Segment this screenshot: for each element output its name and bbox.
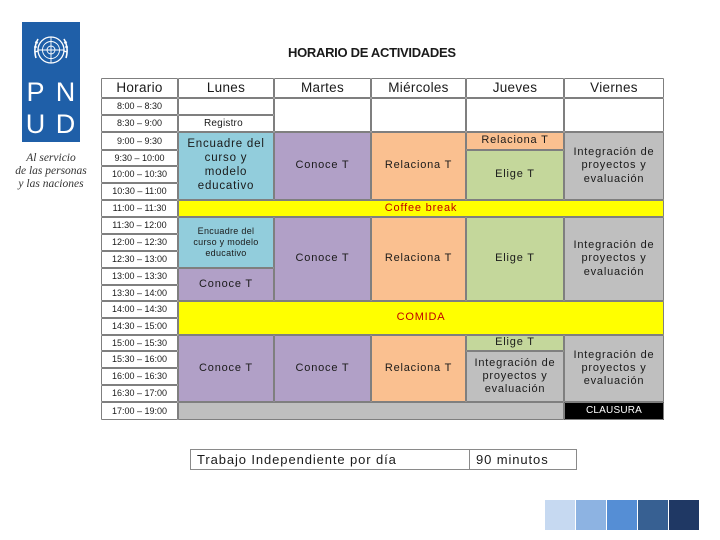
time-slot: 15:00 – 15:30 [101,335,178,351]
logo-letter: P [26,77,45,107]
viernes-morning-empty [564,98,664,132]
integracion-block: Integración de proyectos y evaluación [564,335,664,402]
relaciona-block: Relaciona T [371,217,466,301]
undp-logo [22,22,80,142]
time-slot: 16:30 – 17:00 [101,385,178,402]
relaciona-block: Relaciona T [371,132,466,200]
logo-letter: U [25,109,46,139]
conoce-block: Conoce T [274,217,371,301]
time-slot: 10:30 – 11:00 [101,183,178,200]
conoce-block: Conoce T [178,268,274,301]
page-title: HORARIO DE ACTIVIDADES [288,45,456,60]
header-martes: Martes [274,78,371,98]
un-emblem-icon [29,28,73,72]
encuadre-block: Encuadre del curso y modelo educativo [178,217,274,268]
tagline-line: y las naciones [18,178,84,190]
decorative-bar [638,500,668,530]
time-slot: 12:00 – 12:30 [101,234,178,251]
conoce-block: Conoce T [274,132,371,200]
header-miercoles: Miércoles [371,78,466,98]
undp-tagline [6,152,96,191]
time-slot: 17:00 – 19:00 [101,402,178,420]
decorative-bar [576,500,606,530]
header-lunes: Lunes [178,78,274,98]
afternoon-empty-slot [178,402,564,420]
time-slot: 9:30 – 10:00 [101,150,178,166]
time-slot: 12:30 – 13:00 [101,251,178,268]
martes-morning-empty [274,98,371,132]
integracion-block: Integración de proyectos y evaluación [466,351,564,402]
jueves-morning-empty [466,98,564,132]
tagline-line: de las personas [15,165,87,177]
tagline-line: Al servicio [26,152,76,164]
independent-work-label: Trabajo Independiente por día [190,449,470,470]
integracion-block: Integración de proyectos y evaluación [564,132,664,200]
time-slot: 11:00 – 11:30 [101,200,178,217]
time-slot: 13:00 – 13:30 [101,268,178,285]
time-slot: 14:30 – 15:00 [101,318,178,335]
lunes-empty-slot [178,98,274,115]
decorative-bar [545,500,575,530]
elige-block: Elige T [466,217,564,301]
time-slot: 14:00 – 14:30 [101,301,178,318]
lunch-block: COMIDA [178,301,664,335]
decorative-color-bars [545,500,697,530]
time-slot: 15:30 – 16:00 [101,351,178,368]
independent-work-box [190,449,577,470]
time-slot: 13:30 – 14:00 [101,285,178,301]
relaciona-block: Relaciona T [371,335,466,402]
logo-letter: D [55,109,76,139]
logo-letter: N [55,77,76,107]
undp-letters [22,76,80,140]
time-slot: 11:30 – 12:00 [101,217,178,234]
independent-work-value: 90 minutos [469,449,577,470]
header-viernes: Viernes [564,78,664,98]
coffee-break-block: Coffee break [178,200,664,217]
decorative-bar [669,500,699,530]
time-slot: 8:30 – 9:00 [101,115,178,132]
encuadre-block: Encuadre del curso y modelo educativo [178,132,274,200]
relaciona-block: Relaciona T [466,132,564,150]
elige-block: Elige T [466,150,564,200]
miercoles-morning-empty [371,98,466,132]
decorative-bar [607,500,637,530]
header-jueves: Jueves [466,78,564,98]
header-horario: Horario [101,78,178,98]
time-slot: 9:00 – 9:30 [101,132,178,150]
time-slot: 16:00 – 16:30 [101,368,178,385]
elige-block: Elige T [466,335,564,351]
conoce-block: Conoce T [274,335,371,402]
clausura-block: CLAUSURA [564,402,664,420]
time-slot: 8:00 – 8:30 [101,98,178,115]
schedule-table [101,78,664,433]
time-slot: 10:00 – 10:30 [101,166,178,183]
conoce-block: Conoce T [178,335,274,402]
integracion-block: Integración de proyectos y evaluación [564,217,664,301]
registro-block: Registro [178,115,274,132]
